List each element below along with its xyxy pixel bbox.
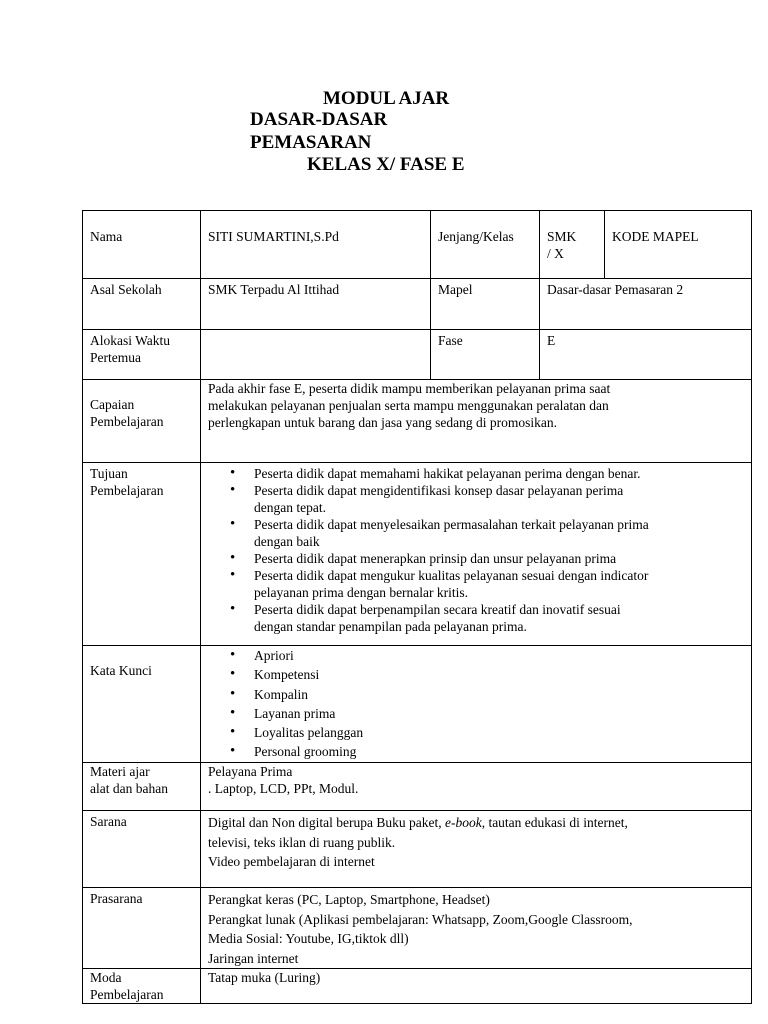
materi-value [201,763,752,811]
list-item: • Personal grooming [254,742,744,761]
kode-mapel-label: KODE MAPEL [605,211,752,279]
title-dasar-dasar: DASAR-DASAR [250,109,388,130]
tujuan-label [83,463,201,646]
nama-value: SITI SUMARTINI,S.Pd [201,211,431,279]
table-row-alokasi [83,330,752,380]
moda-label [83,969,201,1004]
module-info-table [82,210,752,1004]
tujuan-value [201,463,752,646]
nama-label: Nama [83,211,201,279]
list-item: • Layanan prima [254,704,744,723]
asal-sekolah-value: SMK Terpadu Al Ittihad [201,279,431,330]
table-row-sarana [83,811,752,888]
moda-label-line2: Pembelajaran [90,987,164,1002]
title-kelas-fase: KELAS X/ FASE E [307,154,465,175]
table-row-moda [83,969,752,1004]
list-item: • Kompetensi [254,665,744,684]
sarana-line: televisi, teks iklan di ruang publik. [208,834,396,850]
materi-label-line1: Materi ajar [90,764,150,779]
materi-label-line2: alat dan bahan [90,781,168,796]
alokasi-label-line1: Alokasi Waktu [90,333,171,348]
kata-kunci-label: Kata Kunci [83,646,201,763]
prasarana-line: Perangkat lunak (Aplikasi pembelajaran: Whatsapp, Zoom,Google Classroom, [208,911,633,927]
list-item: • Apriori [254,646,744,665]
table-row-materi [83,763,752,811]
list-item: • Peserta didik dapat berpenampilan secara kreatif dan inovatif sesuai dengan standar penampilan pada pelayanan prima. [254,601,744,635]
capaian-label [83,380,201,463]
alokasi-label [83,330,201,380]
table-row-tujuan [83,463,752,646]
capaian-line: Pada akhir fase E, peserta didik mampu memberikan pelayanan prima saat [208,381,611,396]
moda-label-line1: Moda [90,970,122,985]
capaian-label-line2: Pembelajaran [90,414,164,429]
list-item: • Peserta didik dapat menyelesaikan permasalahan terkait pelayanan prima dengan baik [254,516,744,550]
title-modul-ajar: MODUL AJAR [323,88,450,109]
materi-label [83,763,201,811]
table-row-asal-sekolah [83,279,752,330]
alokasi-label-line2: Pertemua [90,350,141,365]
table-row-prasarana [83,888,752,969]
sarana-value [201,811,752,888]
table-row-nama [83,211,752,279]
table-row-kata-kunci [83,646,752,763]
tujuan-label-line2: Pembelajaran [90,483,164,498]
tujuan-list [208,465,744,635]
capaian-value [201,380,752,463]
sarana-label: Sarana [83,811,201,888]
materi-line: . Laptop, LCD, PPt, Modul. [208,781,359,796]
sarana-line: Digital dan Non digital berupa Buku paket, e-book, tautan edukasi di internet, [208,815,628,830]
moda-value: Tatap muka (Luring) [201,969,752,1004]
prasarana-value [201,888,752,969]
asal-sekolah-label: Asal Sekolah [83,279,201,330]
mapel-value: Dasar-dasar Pemasaran 2 [540,279,752,330]
list-item: • Peserta didik dapat mengidentifikasi konsep dasar pelayanan perima dengan tepat. [254,482,744,516]
prasarana-line: Media Sosial: Youtube, IG,tiktok dll) [208,931,409,946]
capaian-line: melakukan pelayanan penjualan serta mampu menggunakan peralatan dan [208,398,609,413]
table-row-capaian [83,380,752,463]
list-item: • Peserta didik dapat menerapkan prinsip dan unsur pelayanan prima [254,550,744,567]
list-item: • Peserta didik dapat memahami hakikat pelayanan perima dengan benar. [254,465,744,482]
jenjang-value-line1: SMK [547,229,577,244]
prasarana-line: Jaringan internet [208,950,299,966]
capaian-line: perlengkapan untuk barang dan jasa yang sedang di promosikan. [208,415,558,430]
sarana-line: Video pembelajaran di internet [208,854,375,869]
kata-kunci-value [201,646,752,763]
jenjang-value [540,211,605,279]
capaian-label-line1: Capaian [90,397,135,412]
fase-label: Fase [431,330,540,380]
prasarana-label: Prasarana [83,888,201,969]
materi-line: Pelayana Prima [208,764,293,779]
kata-kunci-list [208,646,744,762]
list-item: • Loyalitas pelanggan [254,723,744,742]
jenjang-label: Jenjang/Kelas [431,211,540,279]
jenjang-value-line2: / X [547,246,564,261]
mapel-label: Mapel [431,279,540,330]
list-item: • Peserta didik dapat mengukur kualitas pelayanan sesuai dengan indicator pelayanan prima dengan bernalar kritis. [254,567,744,601]
title-pemasaran: PEMASARAN [250,132,372,153]
alokasi-value [201,330,431,380]
tujuan-label-line1: Tujuan [90,466,128,481]
fase-value: E [540,330,752,380]
list-item: • Kompalin [254,685,744,704]
prasarana-line: Perangkat keras (PC, Laptop, Smartphone, Headset) [208,892,490,907]
